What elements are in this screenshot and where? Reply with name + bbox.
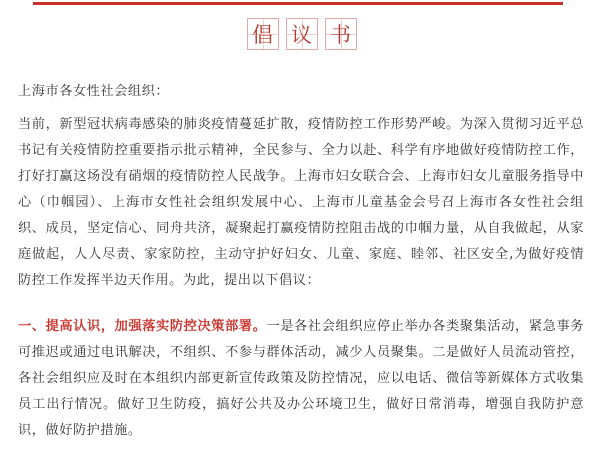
section-1-heading: 一、提高认识，加强落实防控决策部署。 [18,319,267,334]
salutation: 上海市各女性社会组织： [18,84,170,99]
section-1-body: 一是各社会组织应停止举办各类聚集活动，紧急事务可推迟或通过电讯解决，不组织、不参与群体活动，减少人员聚集。二是做好人员流动管控，各社会组织应及时在本组织内部更新宣传政策及防控情况，应以电话、微信等新媒体方式收集员工出行情况。做好卫生防疫，搞好公共及办公环境卫生，做好日常消毒，增强自我防护意识，做好防护措施。 [18,319,584,438]
document-title [0,18,603,50]
title-char: 书 [330,23,351,47]
top-red-rule [33,2,563,5]
intro-paragraph: 当前，新型冠状病毒感染的肺炎疫情蔓延扩散，疫情防控工作形势严峻。为深入贯彻习近平总书记有关疫情防控重要指示批示精神，全民参与、全力以赴、科学有序地做好疫情防控工作，打好打赢这场没有硝烟的疫情防控人民战争。上海市妇女联合会、上海市妇女儿童服务指导中心（巾帼园）、上海市女性社会组织发展中心、上海市儿童基金会号召上海市各女性社会组织、成员，坚定信心、同舟共济，凝聚起打赢疫情防控阻击战的巾帼力量，从自我做起，从家庭做起，人人尽责、家家防控，主动守护好妇女、儿童、家庭、睦邻、社区安全,为做好疫情防控工作发挥半边天作用。为此，提出以下倡议： [18,117,584,288]
title-char-box [286,18,318,50]
title-char: 议 [291,23,312,47]
section-1-paragraph [18,314,584,444]
title-char-box [247,18,279,50]
title-char-box [325,18,357,50]
title-char: 倡 [252,23,273,47]
